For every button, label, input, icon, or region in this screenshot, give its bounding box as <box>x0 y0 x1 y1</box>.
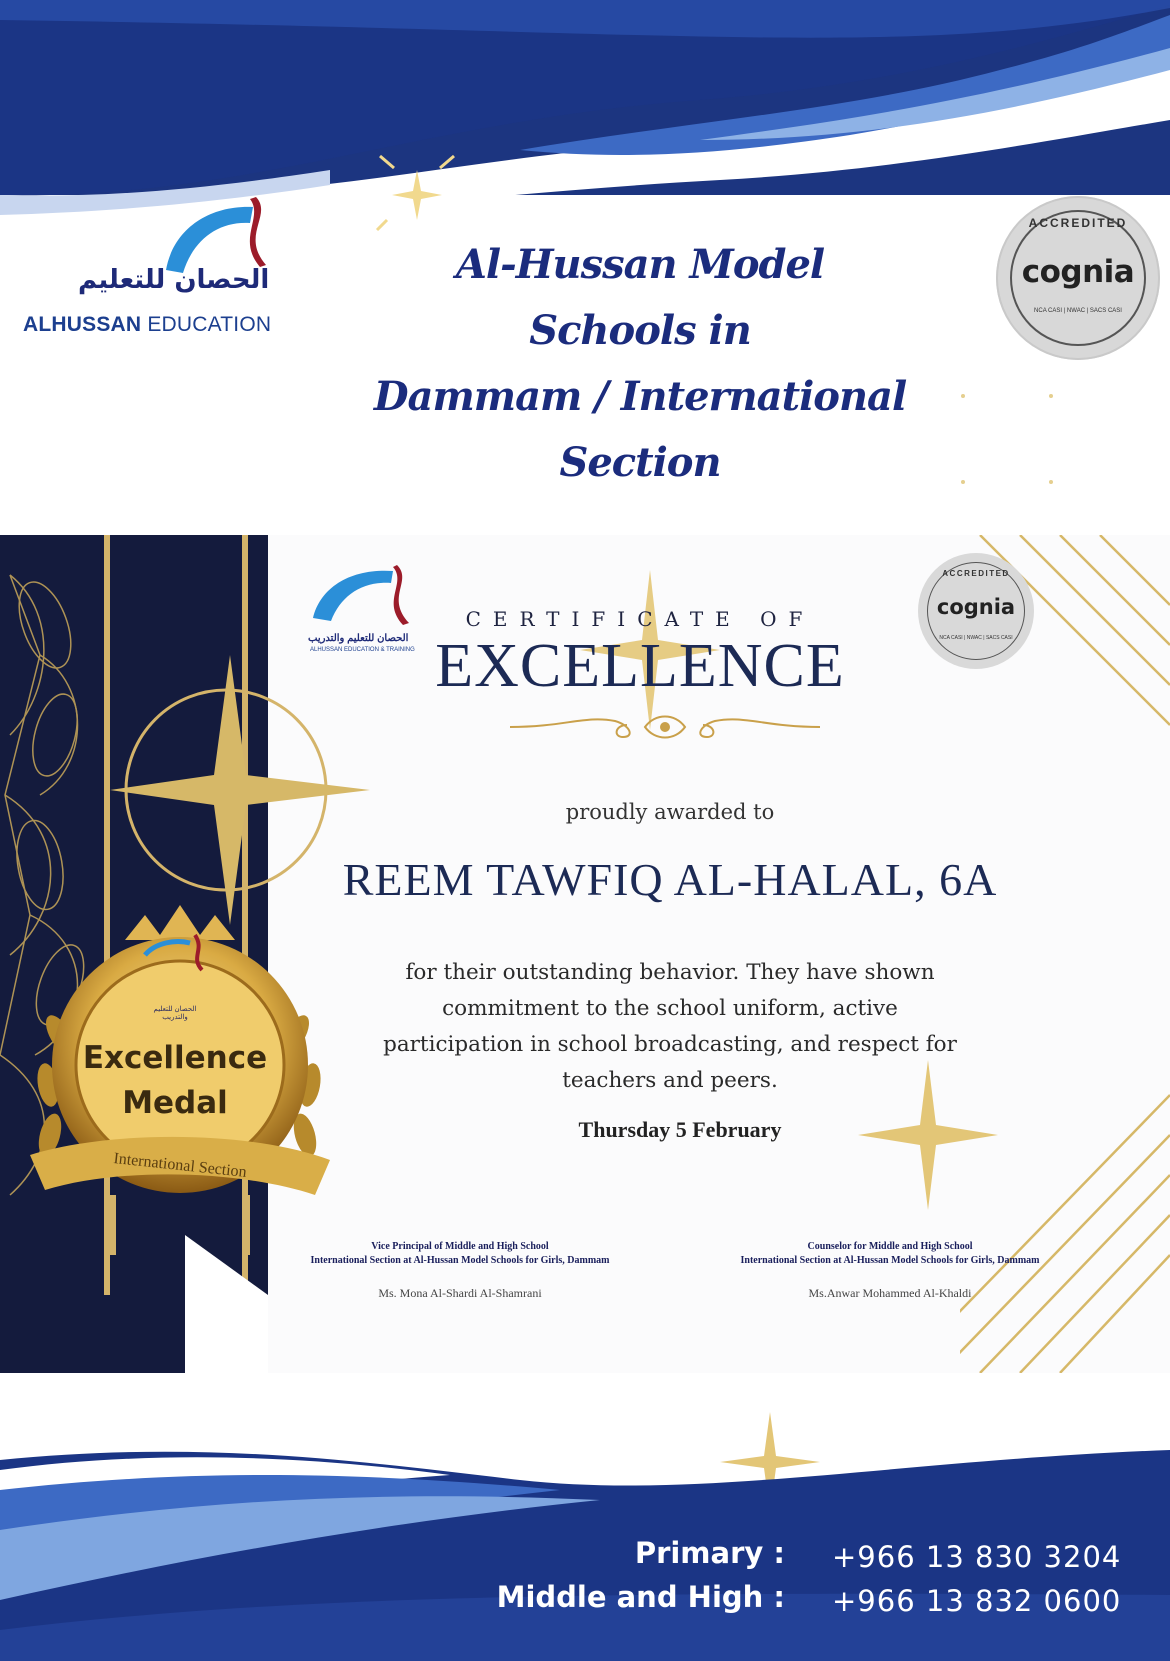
signature-vice-principal <box>285 1240 635 1301</box>
contact-phone[interactable]: +966 13 830 3204 <box>832 1540 1122 1574</box>
logo-english-rest: EDUCATION <box>141 313 272 336</box>
certificate-cognia-badge <box>918 553 1034 669</box>
contact-numbers <box>496 1536 1140 1624</box>
badge-accredited-text: ACCREDITED <box>942 569 1010 578</box>
awarded-text: proudly awarded to <box>565 800 775 824</box>
contact-phone[interactable]: +966 13 832 0600 <box>832 1584 1122 1618</box>
badge-bottom-text: NCA CASI | NWAC | SACS CASI <box>1034 308 1122 314</box>
contact-row-middle-high <box>496 1580 1140 1624</box>
certificate-logo-arabic: الحصان للتعليم والتدريب <box>308 633 409 644</box>
signature-title: Counselor for Middle and High School <box>807 1241 973 1252</box>
signature-name: Ms.Anwar Mohammed Al-Khaldi <box>808 1286 972 1300</box>
contact-row-primary <box>520 1536 1140 1580</box>
logo-english-text <box>23 313 271 337</box>
medal-ribbon-text: International Section <box>112 1150 248 1181</box>
badge-accredited-text: ACCREDITED <box>1028 216 1128 230</box>
school-title-line1: Al-Hussan Model Schools in <box>455 241 825 354</box>
recipient-name: REEM TAWFIQ AL-HALAL, 6A <box>342 854 998 905</box>
reason-line: for their outstanding behavior. They have shown <box>405 960 935 985</box>
alhussan-logo <box>18 195 278 345</box>
signature-title: Vice Principal of Middle and High School <box>371 1241 549 1252</box>
logo-english-bold: ALHUSSAN <box>23 313 142 336</box>
reason-line: commitment to the school uniform, active <box>442 996 898 1021</box>
certificate-logo-english: ALHUSSAN EDUCATION & TRAINING <box>310 647 415 653</box>
badge-cognia-text: cognia <box>936 595 1016 619</box>
signature-subtitle: International Section at Al-Hussan Model Schools for Girls, Dammam <box>310 1255 610 1266</box>
cognia-accreditation-badge <box>996 196 1160 360</box>
award-date: Thursday 5 February <box>578 1117 782 1142</box>
contact-label: Primary : <box>634 1536 785 1570</box>
school-title <box>370 232 910 496</box>
certificate-logo-icon <box>305 563 435 635</box>
reason-line: participation in school broadcasting, and respect for <box>383 1032 957 1057</box>
sparkle-icon <box>858 1060 998 1210</box>
badge-bottom-text: NCA CASI | NWAC | SACS CASI <box>939 635 1013 641</box>
signature-counselor <box>710 1240 1070 1301</box>
medal-logo-text: الحصان للتعليم والتدريب <box>153 1006 197 1021</box>
medal-text-excellence: Excellence <box>82 1040 268 1076</box>
reason-line: teachers and peers. <box>562 1068 778 1093</box>
signature-subtitle: International Section at Al-Hussan Model Schools for Girls, Dammam <box>740 1255 1040 1266</box>
signature-name: Ms. Mona Al-Shardi Al-Shamrani <box>378 1286 542 1300</box>
ornament-divider-icon <box>505 707 825 747</box>
school-title-line2: Dammam / International Section <box>373 373 907 486</box>
sparkle-icon <box>372 150 462 240</box>
medal-text-medal: Medal <box>122 1085 228 1121</box>
certificate-heading-small: CERTIFICATE OF <box>465 607 815 631</box>
contact-label: Middle and High : <box>496 1580 785 1614</box>
certificate-heading-big: EXCELLENCE <box>435 632 845 700</box>
logo-arabic-text: الحصان للتعليم <box>78 265 270 295</box>
sparkle-dots-icon <box>955 390 1065 490</box>
certificate <box>0 535 1170 1373</box>
badge-cognia-text: cognia <box>1021 254 1135 290</box>
